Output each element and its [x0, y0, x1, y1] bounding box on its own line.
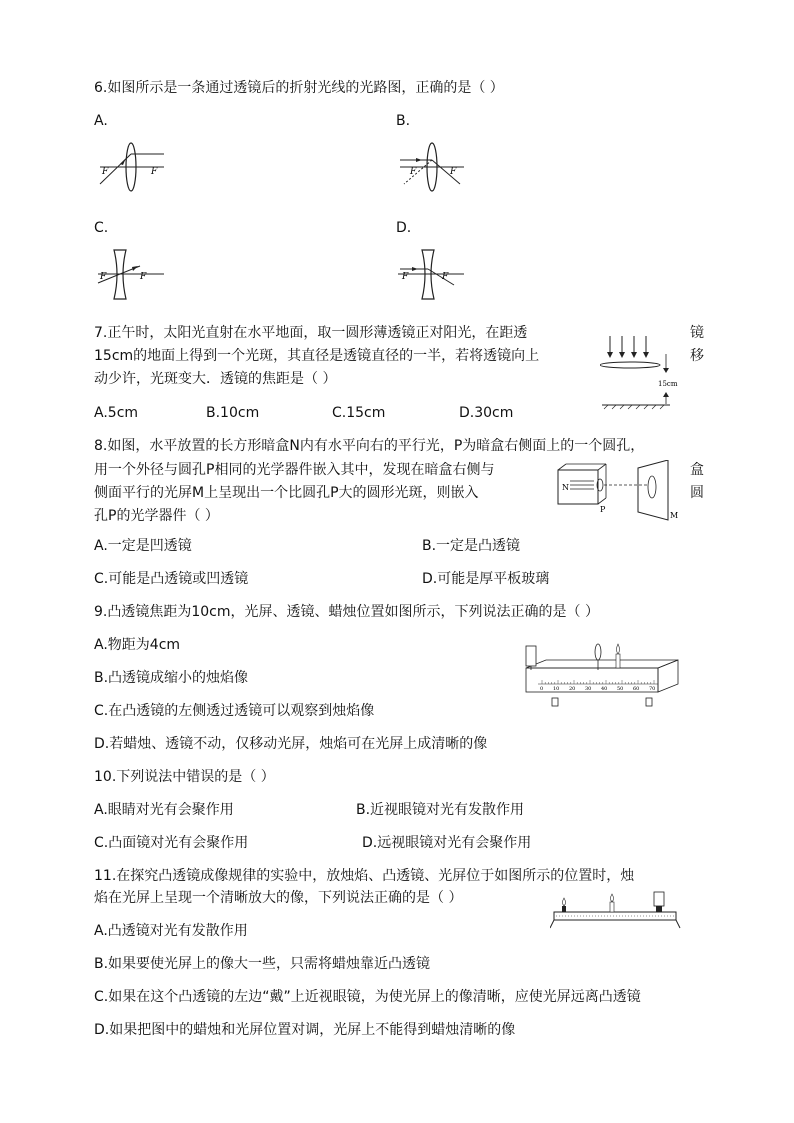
- q6-figure-a-convex-lens: [96, 140, 168, 194]
- q7-figure-lens-above-ground: [600, 332, 680, 412]
- q9-tick-label: 50: [617, 686, 624, 692]
- q9-tick-label: 10: [553, 686, 560, 692]
- q10-option-a: A.眼睛对光有会聚作用: [94, 802, 234, 818]
- q6c-focus-right: F: [140, 272, 147, 282]
- q7-stem-line1: 7.正午时，太阳光直射在水平地面，取一圆形薄透镜正对阳光，在距透: [94, 325, 528, 341]
- q7-stem-line2-tail: 移: [690, 348, 704, 364]
- q7-distance-label: 15cm: [658, 380, 678, 388]
- q10-option-c: C.凸面镜对光有会聚作用: [94, 835, 249, 851]
- q9-option-c: C.在凸透镜的左侧透过透镜可以观察到烛焰像: [94, 703, 375, 719]
- q6c-focus-left: F: [100, 272, 107, 282]
- q8-stem-line3-tail: 圆: [690, 485, 704, 501]
- q8-hole-label: P: [600, 505, 606, 514]
- q11-figure-optical-bench: [550, 888, 682, 934]
- q9-option-b: B.凸透镜成缩小的烛焰像: [94, 670, 249, 686]
- q7-option-c: C.15cm: [332, 405, 386, 421]
- q6-figure-b-convex-lens: [396, 140, 468, 194]
- q11-stem-line1: 11.在探究凸透镜成像规律的实验中，放烛焰、凸透镜、光屏位于如图所示的位置时，烛: [94, 868, 635, 884]
- q7-option-a: A.5cm: [94, 405, 139, 421]
- q6d-focus-right: F: [442, 272, 449, 282]
- q8-stem-line1: 8.如图，水平放置的长方形暗盒N内有水平向右的平行光，P为暗盒右侧面上的一个圆孔，: [94, 438, 645, 454]
- q9-option-d: D.若蜡烛、透镜不动，仅移动光屏，烛焰可在光屏上成清晰的像: [94, 736, 488, 752]
- q9-tick-label: 20: [569, 686, 576, 692]
- q8-stem-line3: 侧面平行的光屏M上呈现出一个比圆孔P大的圆形光斑，则嵌入: [94, 485, 479, 501]
- q11-option-a: A.凸透镜对光有发散作用: [94, 923, 248, 939]
- q8-option-c: C.可能是凸透镜或凹透镜: [94, 571, 249, 587]
- q6-option-a: A.: [94, 113, 108, 129]
- q7-option-d: D.30cm: [459, 405, 514, 421]
- q8-stem-line4: 孔P的光学器件（ ）: [94, 508, 219, 524]
- q11-option-d: D.如果把图中的蜡烛和光屏位置对调，光屏上不能得到蜡烛清晰的像: [94, 1022, 516, 1038]
- q6a-focus-left: F: [102, 167, 109, 177]
- q6-stem: 6.如图所示是一条通过透镜后的折射光线的光路图，正确的是（ ）: [94, 80, 504, 96]
- q6-option-b: B.: [396, 113, 411, 129]
- q11-stem-line2: 焰在光屏上呈现一个清晰放大的像，下列说法正确的是（ ）: [94, 890, 463, 906]
- q6-figure-c-concave-lens: [96, 247, 168, 305]
- q8-option-d: D.可能是厚平板玻璃: [422, 571, 550, 587]
- q7-stem-line2: 15cm的地面上得到一个光斑，其直径是透镜直径的一半，若将透镜向上: [94, 348, 540, 364]
- q10-stem: 10.下列说法中错误的是（ ）: [94, 769, 275, 785]
- q8-figure-dark-box: [556, 460, 686, 526]
- q10-option-b: B.近视眼镜对光有发散作用: [356, 802, 525, 818]
- q7-option-b: B.10cm: [206, 405, 260, 421]
- q6-option-c: C.: [94, 220, 109, 236]
- q8-option-a: A.一定是凹透镜: [94, 538, 192, 554]
- q11-option-c: C.如果在这个凸透镜的左边“戴”上近视眼镜，为使光屏上的像清晰，应使光屏远离凸透镜: [94, 989, 641, 1005]
- q8-stem-line2: 用一个外径与圆孔P相同的光学器件嵌入其中，发现在暗盒右侧与: [94, 462, 495, 478]
- q10-option-d: D.远视眼镜对光有会聚作用: [362, 835, 532, 851]
- q8-screen-label: M: [670, 511, 679, 520]
- q6b-focus-right: F: [450, 167, 457, 177]
- q6b-focus-left: F: [410, 167, 417, 177]
- q7-stem-line3: 动少许，光斑变大．透镜的焦距是（ ）: [94, 371, 337, 387]
- q9-tick-label: 40: [601, 686, 608, 692]
- q9-tick-label: 0: [540, 686, 544, 692]
- q9-figure-optical-bench: [522, 640, 682, 708]
- q11-option-b: B.如果要使光屏上的像大一些，只需将蜡烛靠近凸透镜: [94, 956, 431, 972]
- q6a-focus-right: F: [151, 167, 158, 177]
- q6d-focus-left: F: [402, 272, 409, 282]
- q9-option-a: A.物距为4cm: [94, 637, 181, 653]
- q9-tick-label: 30: [585, 686, 592, 692]
- q8-box-label: N: [562, 483, 569, 492]
- q8-option-b: B.一定是凸透镜: [422, 538, 521, 554]
- q8-stem-line2-tail: 盒: [690, 462, 704, 478]
- q6-figure-d-concave-lens: [396, 247, 468, 305]
- q6-option-d: D.: [396, 220, 412, 236]
- q9-tick-label: 70: [649, 686, 656, 692]
- q7-stem-line1-tail: 镜: [690, 325, 704, 341]
- q9-tick-label: 60: [633, 686, 640, 692]
- q9-stem: 9.凸透镜焦距为10cm，光屏、透镜、蜡烛位置如图所示，下列说法正确的是（ ）: [94, 604, 599, 620]
